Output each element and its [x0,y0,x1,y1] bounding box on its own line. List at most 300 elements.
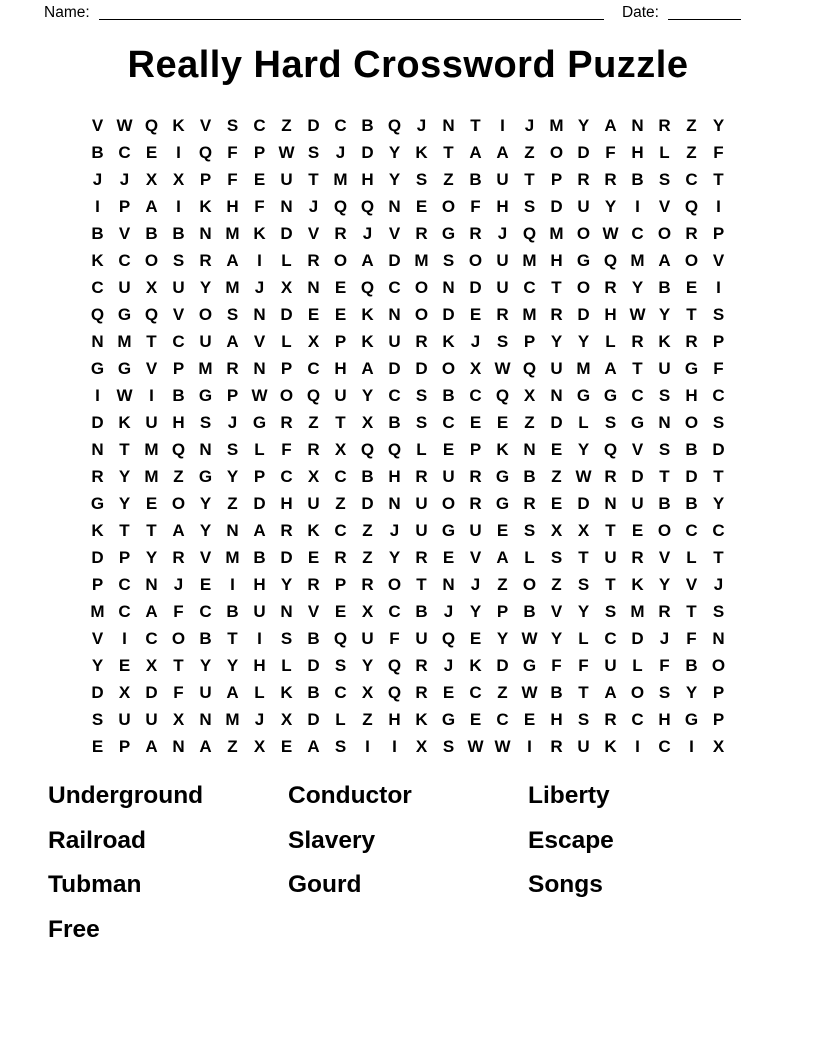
grid-letter: O [414,277,429,297]
grid-letter: E [469,304,482,324]
grid-letter: X [253,736,266,756]
grid-letter: J [443,601,454,621]
grid-letter: U [199,331,212,351]
grid-letter: N [253,358,266,378]
grid-letter: S [712,601,725,621]
grid-letter: Z [227,736,238,756]
grid-letter: S [442,736,455,756]
page-title: Really Hard Crossword Puzzle [127,44,689,86]
grid-letter: B [361,466,374,486]
grid-letter: G [117,304,132,324]
grid-letter: U [334,385,347,405]
grid-letter: G [198,466,213,486]
grid-letter: L [605,331,616,351]
grid-letter: O [468,250,483,270]
grid-letter: V [550,601,563,621]
grid-letter: B [631,169,644,189]
grid-letter: F [713,142,724,162]
grid-letter: R [361,574,374,594]
grid-letter: N [172,736,185,756]
grid-letter: A [361,250,374,270]
grid-letter: Z [497,682,508,702]
grid-letter: C [469,385,482,405]
grid-letter: N [145,574,158,594]
grid-letter: P [226,385,239,405]
grid-letter: T [416,574,427,594]
word-item: Liberty [528,782,610,809]
grid-letter: F [227,169,238,189]
grid-letter: O [522,574,537,594]
grid-letter: R [280,520,293,540]
grid-letter: L [416,439,427,459]
grid-letter: L [659,142,670,162]
grid-letter: T [713,169,724,189]
grid-letter: E [469,709,482,729]
grid-letter: Q [198,142,213,162]
grid-letter: B [685,493,698,513]
grid-letter: L [254,439,265,459]
grid-letter: Q [603,439,618,459]
grid-letter: C [280,466,293,486]
grid-letter: R [415,655,428,675]
grid-letter: C [388,601,401,621]
grid-letter: K [442,331,455,351]
grid-letter: N [253,304,266,324]
grid-letter: U [577,196,590,216]
grid-letter: F [686,628,697,648]
grid-letter: G [576,385,591,405]
grid-letter: S [658,385,671,405]
grid-letter: E [496,520,509,540]
grid-letter: F [173,682,184,702]
grid-letter: L [281,250,292,270]
grid-letter: T [632,358,643,378]
grid-letter: B [442,385,455,405]
grid-letter: K [172,115,185,135]
date-blank-line [668,3,741,20]
grid-letter: N [658,412,671,432]
grid-letter: A [199,736,212,756]
grid-letter: B [199,628,212,648]
grid-letter: O [333,250,348,270]
grid-letter: T [578,682,589,702]
grid-letter: U [442,466,455,486]
grid-letter: S [658,169,671,189]
grid-letter: T [146,520,157,540]
grid-letter: O [630,682,645,702]
grid-letter: R [307,250,320,270]
grid-letter: K [658,331,671,351]
grid-letter: Q [441,628,456,648]
grid-letter: B [388,412,401,432]
grid-letter: T [524,169,535,189]
grid-letter: A [226,331,239,351]
grid-letter: F [281,439,292,459]
grid-letter: R [550,736,563,756]
grid-letter: P [118,547,131,567]
grid-letter: K [280,682,293,702]
grid-letter: J [659,628,670,648]
grid-letter: V [712,250,725,270]
grid-letter: Q [387,439,402,459]
grid-letter: J [254,709,265,729]
grid-letter: B [469,169,482,189]
grid-letter: G [441,223,456,243]
grid-letter: Y [280,574,293,594]
grid-letter: E [685,277,698,297]
grid-letter: I [392,736,397,756]
grid-letter: X [361,682,374,702]
grid-letter: H [604,304,617,324]
grid-letter: Z [551,574,562,594]
grid-letter: C [334,115,347,135]
grid-letter: E [334,601,347,621]
grid-letter: B [415,601,428,621]
word-item: Songs [528,871,603,898]
grid-letter: Y [388,547,401,567]
word-item: Tubman [48,871,142,898]
grid-letter: V [91,115,104,135]
grid-letter: T [470,115,481,135]
grid-letter: U [145,412,158,432]
grid-letter: Y [577,115,590,135]
grid-letter: H [388,466,401,486]
grid-letter: E [442,547,455,567]
grid-letter: P [712,682,725,702]
grid-letter: W [494,736,511,756]
grid-letter: I [257,250,262,270]
grid-letter: A [604,358,617,378]
grid-letter: R [199,250,212,270]
grid-letter: R [496,304,509,324]
name-label: Name: [44,4,90,21]
grid-letter: I [716,196,721,216]
grid-letter: Z [524,142,535,162]
grid-letter: C [631,709,644,729]
grid-letter: K [253,223,266,243]
grid-letter: Y [658,574,671,594]
grid-letter: W [602,223,619,243]
grid-letter: Z [686,142,697,162]
grid-letter: C [118,601,131,621]
grid-letter: R [469,466,482,486]
grid-letter: R [604,169,617,189]
grid-letter: A [658,250,671,270]
grid-letter: S [415,169,428,189]
grid-letter: A [226,682,239,702]
grid-letter: P [550,169,563,189]
grid-letter: U [577,736,590,756]
grid-letter: Z [497,574,508,594]
grid-letter: E [415,196,428,216]
grid-letter: E [496,412,509,432]
grid-letter: D [685,466,698,486]
grid-letter: L [281,655,292,675]
grid-letter: R [415,331,428,351]
grid-letter: N [631,115,644,135]
grid-letter: U [550,358,563,378]
grid-letter: B [91,223,104,243]
grid-letter: P [712,709,725,729]
grid-letter: Y [550,628,563,648]
grid-letter: Q [495,385,510,405]
grid-letter: D [91,412,104,432]
grid-letter: B [550,682,563,702]
grid-letter: F [227,142,238,162]
grid-letter: V [658,196,671,216]
grid-letter: D [577,493,590,513]
grid-letter: Z [362,547,373,567]
grid-letter: Y [145,547,158,567]
grid-letter: Y [118,466,131,486]
grid-letter: T [605,520,616,540]
word-item: Free [48,915,100,943]
grid-letter: M [333,169,348,189]
grid-letter: U [307,493,320,513]
grid-letter: O [144,250,159,270]
grid-letter: G [576,250,591,270]
grid-letter: P [91,574,104,594]
grid-letter: S [496,331,509,351]
grid-letter: V [199,115,212,135]
grid-letter: X [550,520,563,540]
grid-letter: M [522,304,537,324]
grid-letter: Y [631,277,644,297]
grid-letter: D [307,115,320,135]
grid-letter: L [281,331,292,351]
grid-letter: J [713,574,724,594]
grid-letter: B [253,547,266,567]
grid-letter: L [524,547,535,567]
grid-letter: F [389,628,400,648]
grid-letter: E [307,547,320,567]
grid-letter: O [576,277,591,297]
grid-letter: C [118,142,131,162]
grid-letter: K [469,655,482,675]
grid-letter: S [550,547,563,567]
grid-letter: Y [361,655,374,675]
grid-letter: P [253,142,266,162]
grid-letter: G [522,655,537,675]
grid-letter: S [91,709,104,729]
grid-letter: I [230,574,235,594]
grid-letter: X [334,439,347,459]
grid-letter: O [441,493,456,513]
grid-letter: B [307,628,320,648]
grid-letter: Y [226,655,239,675]
grid-letter: U [415,628,428,648]
grid-letter: P [199,169,212,189]
grid-letter: X [361,412,374,432]
grid-letter: E [550,439,563,459]
grid-letter: C [496,709,509,729]
grid-letter: E [469,628,482,648]
grid-letter: M [549,223,564,243]
grid-letter: C [685,169,698,189]
grid-letter: K [91,520,104,540]
grid-letter: L [578,412,589,432]
word-item: Slavery [288,826,376,854]
grid-letter: I [365,736,370,756]
grid-letter: I [122,628,127,648]
grid-letter: E [280,736,293,756]
grid-letter: Y [712,115,725,135]
grid-letter: X [172,709,185,729]
grid-letter: C [388,385,401,405]
grid-letter: A [496,547,509,567]
grid-letter: H [253,574,266,594]
grid-letter: R [604,466,617,486]
grid-letter: U [118,277,131,297]
grid-letter: P [253,466,266,486]
grid-letter: X [469,358,482,378]
grid-letter: V [253,331,266,351]
grid-letter: E [334,304,347,324]
grid-letter: C [712,385,725,405]
grid-letter: A [469,142,482,162]
grid-letter: R [307,574,320,594]
grid-letter: X [280,709,293,729]
grid-letter: R [334,547,347,567]
grid-letter: M [630,601,645,621]
grid-letter: F [173,601,184,621]
grid-letter: X [307,331,320,351]
grid-letter: S [415,385,428,405]
grid-letter: X [415,736,428,756]
grid-letter: J [173,574,184,594]
grid-letter: D [469,277,482,297]
grid-letter: C [631,385,644,405]
grid-letter: P [334,574,347,594]
grid-letter: E [145,493,158,513]
grid-letter: U [199,682,212,702]
word-item: Railroad [48,826,147,854]
grid-letter: G [495,493,510,513]
grid-letter: Q [360,277,375,297]
grid-letter: D [280,547,293,567]
grid-letter: R [415,466,428,486]
grid-letter: R [469,493,482,513]
grid-letter: D [307,709,320,729]
grid-letter: L [254,682,265,702]
grid-letter: Y [91,655,104,675]
grid-letter: G [198,385,213,405]
grid-letter: J [227,412,238,432]
grid-letter: D [415,358,428,378]
grid-letter: Z [686,115,697,135]
grid-letter: E [307,304,320,324]
grid-letter: S [523,520,536,540]
grid-letter: S [172,250,185,270]
grid-letter: Q [387,115,402,135]
grid-letter: T [335,412,346,432]
grid-letter: C [388,277,401,297]
grid-letter: C [712,520,725,540]
grid-letter: E [469,412,482,432]
grid-letter: E [442,439,455,459]
grid-letter: R [658,115,671,135]
grid-letter: N [388,196,401,216]
grid-letter: Q [603,250,618,270]
grid-letter: K [361,304,374,324]
grid-letter: U [496,277,509,297]
grid-letter: X [145,277,158,297]
grid-letter: R [469,223,482,243]
grid-letter: I [689,736,694,756]
grid-letter: R [523,493,536,513]
grid-letter: Y [550,331,563,351]
grid-letter: S [415,412,428,432]
grid-letter: Y [712,493,725,513]
grid-letter: A [253,520,266,540]
grid-letter: U [172,277,185,297]
grid-letter: P [334,331,347,351]
grid-letter: Q [360,439,375,459]
grid-letter: R [577,169,590,189]
grid-letter: Z [362,520,373,540]
grid-letter: O [171,493,186,513]
grid-letter: M [144,466,159,486]
grid-letter: J [443,655,454,675]
word-item: Gourd [288,871,362,898]
grid-letter: D [145,682,158,702]
grid-letter: J [389,520,400,540]
grid-letter: J [524,115,535,135]
grid-letter: C [604,628,617,648]
grid-letter: S [334,655,347,675]
grid-letter: X [145,655,158,675]
word-item: Underground [48,782,204,809]
grid-letter: R [631,331,644,351]
grid-letter: D [91,682,104,702]
grid-letter: J [254,277,265,297]
grid-letter: W [521,628,538,648]
grid-letter: I [527,736,532,756]
grid-letter: D [631,466,644,486]
grid-letter: G [441,709,456,729]
grid-letter: L [632,655,643,675]
grid-letter: A [145,601,158,621]
grid-letter: P [118,196,131,216]
grid-letter: A [361,358,374,378]
grid-letter: Z [227,493,238,513]
grid-letter: U [388,331,401,351]
grid-letter: S [442,250,455,270]
grid-letter: Y [199,277,212,297]
grid-letter: G [684,358,699,378]
grid-letter: T [686,304,697,324]
grid-letter: N [442,574,455,594]
grid-letter: H [631,142,644,162]
grid-letter: Y [199,655,212,675]
grid-letter: X [118,682,131,702]
grid-letter: K [604,736,617,756]
grid-letter: U [253,601,266,621]
grid-letter: B [523,601,536,621]
grid-letter: U [631,493,644,513]
grid-letter: J [308,196,319,216]
grid-letter: W [494,358,511,378]
grid-letter: X [361,601,374,621]
grid-letter: L [686,547,697,567]
grid-letter: B [226,601,239,621]
grid-letter: X [712,736,725,756]
grid-letter: B [172,223,185,243]
grid-letter: T [551,277,562,297]
grid-letter: D [388,358,401,378]
grid-letter: F [659,655,670,675]
grid-letter: N [307,277,320,297]
